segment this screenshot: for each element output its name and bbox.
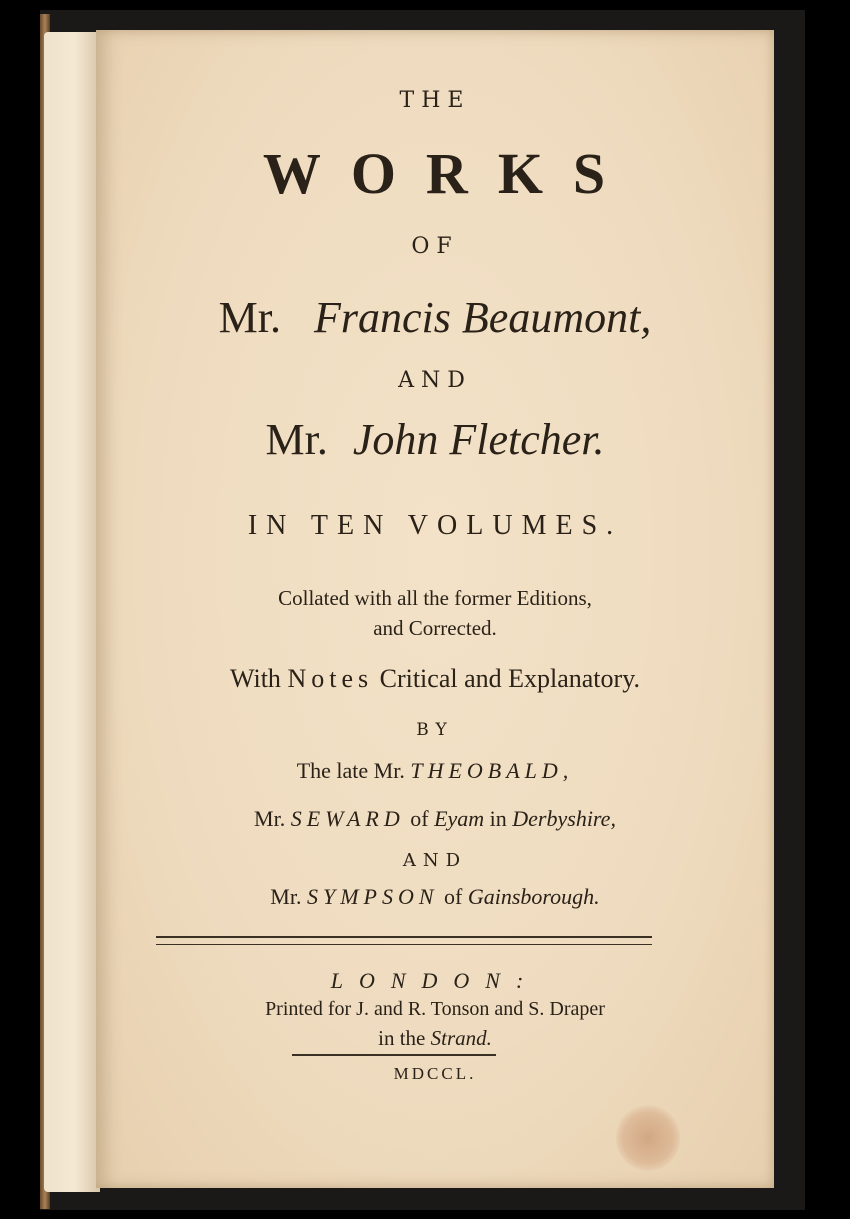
editor-seward <box>96 806 774 832</box>
editor2-pre: Mr. <box>254 806 286 831</box>
double-rule-bottom <box>156 944 652 945</box>
city-line: LONDON: <box>330 968 540 993</box>
editor-theobald <box>96 758 774 784</box>
editor-sympson <box>96 884 774 910</box>
author1-prefix: Mr. <box>218 293 282 342</box>
editor3-pre: Mr. <box>270 884 302 909</box>
notes-line <box>96 664 774 694</box>
facing-page-edge <box>44 32 100 1192</box>
double-rule-top <box>156 936 652 938</box>
heading-of: OF <box>411 234 459 259</box>
location-name: Strand. <box>430 1026 492 1050</box>
location-pre: in the <box>378 1026 426 1050</box>
printed-line: Printed for J. and R. Tonson and S. Draper <box>265 998 605 1020</box>
heading-works: WORKS <box>262 141 636 206</box>
editor3-place: Gainsborough. <box>467 884 600 909</box>
editor2-of: of <box>410 806 429 831</box>
foxing-stain <box>616 1105 680 1171</box>
editor2-place: Eyam <box>434 806 485 831</box>
title-page <box>96 30 774 1188</box>
author1-name: Francis Beaumont, <box>314 293 652 342</box>
editor1-name: THEOBALD, <box>410 758 574 783</box>
editor2-county: Derbyshire, <box>512 806 616 831</box>
editor3-name: SYMPSON <box>306 884 439 909</box>
author-beaumont <box>96 292 774 343</box>
and-line-2: AND <box>402 850 468 871</box>
editor1-pre: The late Mr. <box>296 758 405 783</box>
notes-word: Notes <box>287 664 374 693</box>
collated-line-1: Collated with all the former Editions, <box>278 586 592 610</box>
volumes-line: IN TEN VOLUMES. <box>247 510 623 541</box>
editor3-of: of <box>444 884 463 909</box>
notes-post: Critical and Explanatory. <box>379 664 641 693</box>
author2-name: John Fletcher. <box>352 415 605 464</box>
author-fletcher <box>96 414 774 465</box>
collated-line-2: and Corrected. <box>373 616 497 640</box>
editor2-in: in <box>489 806 507 831</box>
by-line: BY <box>416 720 454 740</box>
heading-and: AND <box>398 368 472 393</box>
location-line <box>96 1026 774 1051</box>
year-line: MDCCL. <box>393 1064 477 1083</box>
notes-pre: With <box>229 664 281 693</box>
author2-prefix: Mr. <box>265 415 328 464</box>
editor2-name: SEWARD <box>290 806 405 831</box>
heading-the: THE <box>399 88 471 113</box>
short-rule <box>292 1054 496 1056</box>
